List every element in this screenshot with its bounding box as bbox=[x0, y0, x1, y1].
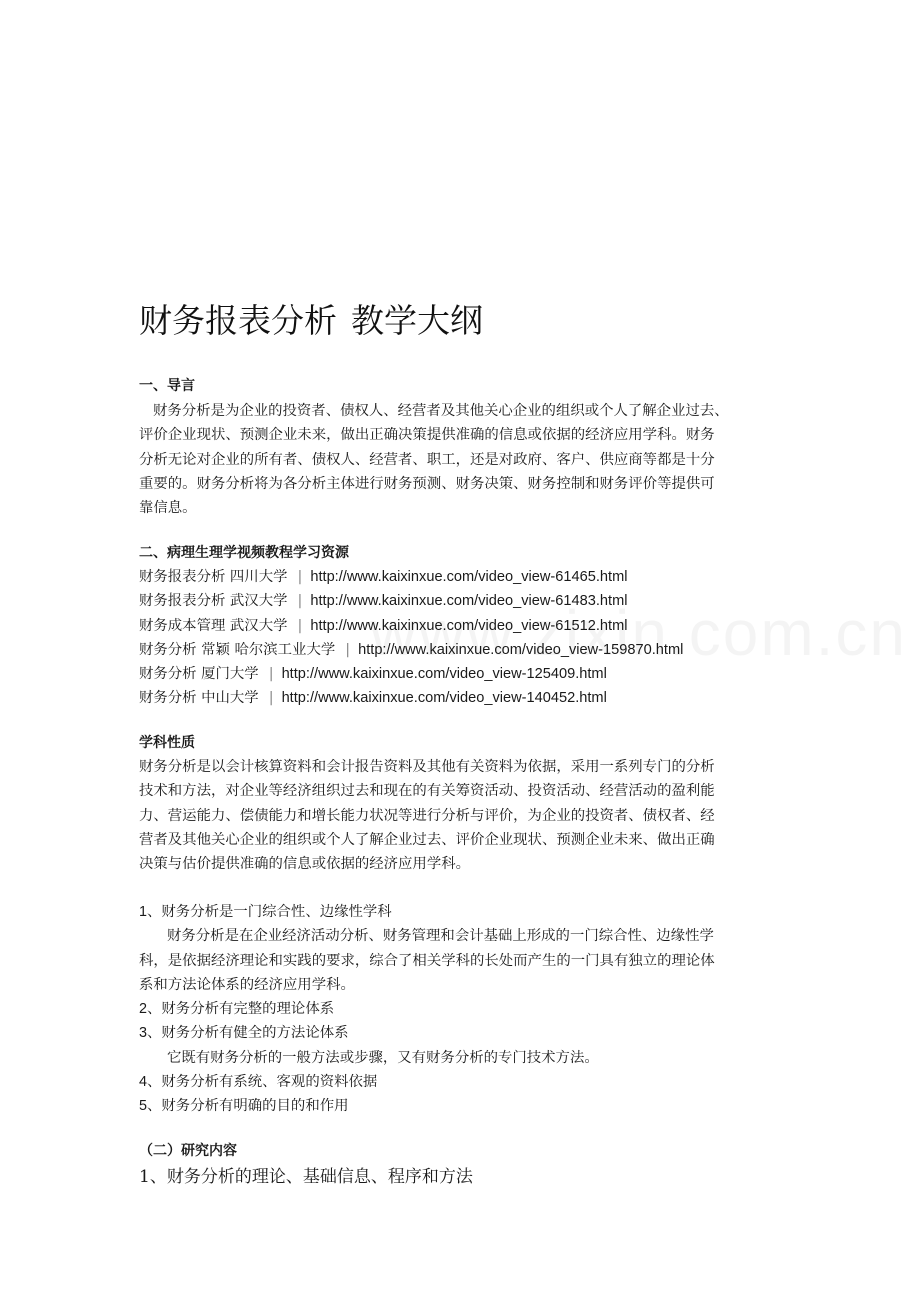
item-text: 、财务分析有完整的理论体系 bbox=[147, 1001, 335, 1018]
section-research-content bbox=[139, 1140, 785, 1190]
resource-link[interactable]: http://www.kaixinxue.com/video_view-61483.html bbox=[310, 593, 628, 610]
paragraph-line: 重要的。财务分析将为各分析主体进行财务预测、财务决策、财务控制和财务评价等提供可 bbox=[139, 475, 715, 492]
resource-label: 财务分析 中山大学 bbox=[139, 690, 259, 707]
resource-row bbox=[139, 686, 785, 710]
title-part-1: 财务报表分析 bbox=[139, 301, 337, 340]
document-title bbox=[139, 298, 483, 344]
paragraph-line: 分析无论对企业的所有者、债权人、经营者、职工，还是对政府、客户、供应商等都是十分 bbox=[139, 451, 715, 468]
list-item bbox=[139, 1021, 785, 1045]
item-number: 5 bbox=[139, 1098, 148, 1115]
separator: | bbox=[297, 593, 303, 610]
paragraph-line: 决策与估价提供准确的信息或依据的经济应用学科。 bbox=[139, 856, 470, 873]
list-item bbox=[139, 900, 785, 924]
resource-row bbox=[139, 565, 785, 589]
resource-link[interactable]: http://www.kaixinxue.com/video_view-61465.html bbox=[310, 569, 628, 585]
paragraph-line: 科，是依据经济理论和实践的要求，综合了相关学科的长处而产生的一门具有独立的理论体 bbox=[139, 952, 715, 969]
paragraph-line: 系和方法论体系的经济应用学科。 bbox=[139, 976, 355, 993]
paragraph-line: 技术和方法，对企业等经济组织过去和现在的有关筹资活动、投资活动、经营活动的盈利能 bbox=[139, 783, 715, 800]
list-item bbox=[139, 997, 785, 1021]
paragraph-line: 它既有财务分析的一般方法或步骤，又有财务分析的专门技术方法。 bbox=[167, 1049, 599, 1066]
item-text: 、财务分析有明确的目的和作用 bbox=[147, 1098, 349, 1115]
resource-row bbox=[139, 662, 785, 686]
content-item: 1、财务分析的理论、基础信息、程序和方法 bbox=[139, 1167, 473, 1187]
item-text: 、财务分析有系统、客观的资料依据 bbox=[147, 1074, 378, 1091]
section-heading: 学科性质 bbox=[139, 735, 195, 751]
resource-label: 财务报表分析 武汉大学 bbox=[139, 593, 288, 610]
separator: | bbox=[268, 666, 274, 683]
section-introduction bbox=[139, 375, 785, 520]
paragraph-line: 靠信息。 bbox=[139, 500, 197, 517]
list-item bbox=[139, 1094, 785, 1118]
resource-row bbox=[139, 614, 785, 638]
resource-label: 财务成本管理 武汉大学 bbox=[139, 617, 288, 634]
item-text: 、财务分析是一门综合性、边缘性学科 bbox=[147, 904, 392, 920]
section-heading: 一、导言 bbox=[139, 378, 195, 394]
resource-link[interactable]: http://www.kaixinxue.com/video_view-159870.html bbox=[358, 641, 684, 658]
resource-label: 财务分析 常颖 哈尔滨工业大学 bbox=[139, 641, 336, 658]
item-number: 1 bbox=[139, 904, 148, 920]
item-number: 2 bbox=[139, 1001, 148, 1018]
paragraph-line: 营者及其他关心企业的组织或个人了解企业过去、评价企业现状、预测企业未来、做出正确 bbox=[139, 831, 715, 848]
section-heading: 二、病理生理学视频教程学习资源 bbox=[139, 545, 349, 561]
resource-link[interactable]: http://www.kaixinxue.com/video_view-125409.html bbox=[281, 666, 607, 683]
title-part-2: 教学大纲 bbox=[351, 301, 483, 340]
resource-label: 财务报表分析 四川大学 bbox=[139, 569, 288, 585]
section-video-resources bbox=[139, 542, 785, 711]
paragraph-line: 力、营运能力、偿债能力和增长能力状况等进行分析与评价，为企业的投资者、债权者、经 bbox=[139, 807, 715, 824]
item-text: 、财务分析有健全的方法论体系 bbox=[147, 1025, 349, 1042]
paragraph-line: 财务分析是以会计核算资料和会计报告资料及其他有关资料为依据，采用一系列专门的分析 bbox=[139, 759, 715, 775]
separator: | bbox=[268, 690, 274, 707]
resource-row bbox=[139, 589, 785, 613]
section-discipline-nature bbox=[139, 732, 785, 876]
separator: | bbox=[345, 641, 351, 658]
paragraph-line: 评价企业现状、预测企业未来，做出正确决策提供准确的信息或依据的经济应用学科。财务 bbox=[139, 427, 715, 444]
item-number: 4 bbox=[139, 1074, 148, 1091]
separator: | bbox=[297, 569, 303, 585]
resource-link[interactable]: http://www.kaixinxue.com/video_view-61512.html bbox=[310, 617, 628, 634]
item-number: 3 bbox=[139, 1025, 148, 1042]
separator: | bbox=[297, 617, 303, 634]
list-item bbox=[139, 1070, 785, 1094]
section-heading: （二）研究内容 bbox=[139, 1143, 237, 1159]
paragraph-line: 财务分析是在企业经济活动分析、财务管理和会计基础上形成的一门综合性、边缘性学 bbox=[167, 928, 714, 945]
resource-row bbox=[139, 638, 785, 662]
paragraph-line: 财务分析是为企业的投资者、债权人、经营者及其他关心企业的组织或个人了解企业过去、 bbox=[153, 403, 729, 419]
resource-label: 财务分析 厦门大学 bbox=[139, 666, 259, 683]
resource-link[interactable]: http://www.kaixinxue.com/video_view-140452.html bbox=[281, 690, 607, 707]
section-characteristics bbox=[139, 900, 785, 1119]
